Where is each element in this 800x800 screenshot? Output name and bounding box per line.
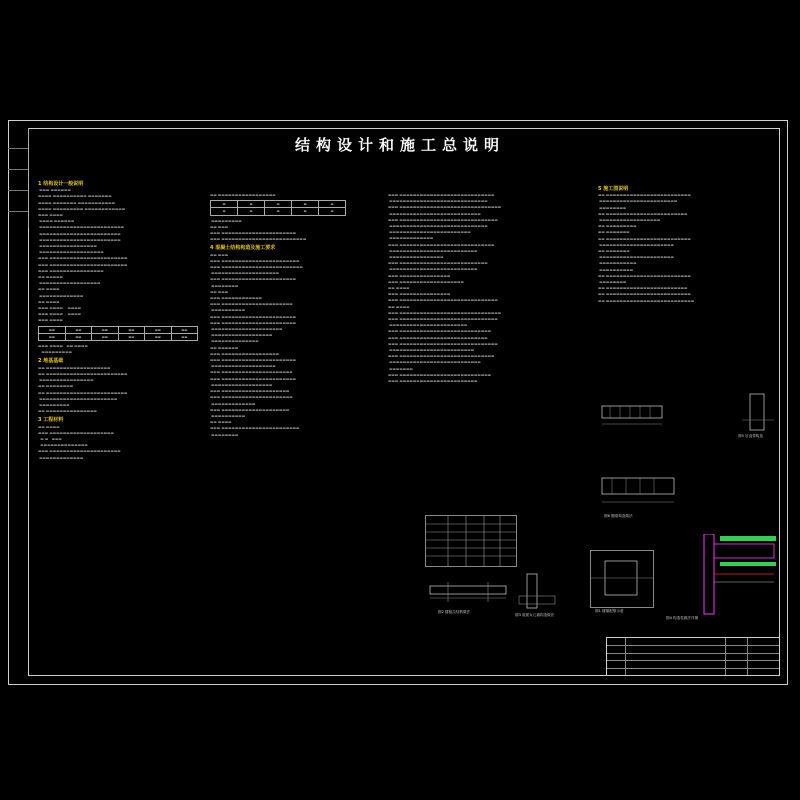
stair-drawing — [598, 398, 668, 436]
figure-caption: 图4 构造柱做法详图 — [666, 616, 699, 620]
figure-slab-tie — [428, 578, 508, 614]
column-1: 1 结构设计一般说明 ▬▬▬ ▬▬▬▬▬▬ ▬▬▬▬ ▬▬▬▬▬▬▬▬▬▬ ▬▬▬▬▬▬▬ ▬▬▬▬ ▬▬▬▬▬▬▬ ▬▬▬▬▬▬▬▬▬▬▬ ▬▬▬▬ ▬▬▬▬▬▬▬▬▬ ▬▬▬▬▬▬▬▬▬▬▬▬ ▬▬▬ ▬▬▬▬ ▬▬▬▬ ▬▬▬▬▬▬ ▬▬▬▬▬▬▬▬▬▬▬▬▬▬▬▬▬▬▬▬▬▬▬▬▬ ▬▬▬▬▬▬▬▬▬▬▬▬▬▬▬▬▬▬▬▬▬▬▬▬ ▬▬▬▬▬▬▬▬▬▬▬▬▬▬▬▬▬▬▬▬▬▬▬▬ ▬▬▬▬▬▬▬▬▬▬▬▬▬▬▬▬▬ ▬▬▬▬▬▬▬▬▬▬▬▬▬▬▬▬▬▬▬ ▬▬▬ ▬▬▬▬▬▬▬▬▬▬▬▬▬▬▬▬▬▬▬▬▬▬▬ ▬▬▬ ▬▬▬▬▬▬▬▬▬▬▬▬▬▬▬▬▬▬▬▬▬▬▬ ▬▬▬ ▬▬▬▬▬▬▬▬▬▬▬▬▬▬▬▬ ▬▬ ▬▬▬▬▬ ▬▬▬▬▬▬▬▬▬▬▬▬▬▬▬▬▬▬ ▬▬ ▬▬▬▬ ▬▬▬▬▬▬▬▬▬▬▬▬▬ ▬▬ ▬▬▬▬ ▬▬▬ ▬▬▬▬ ▬▬▬▬ ▬▬▬ ▬▬▬▬ ▬▬▬▬ ▬▬▬ ▬▬▬▬ ▬▬ ▬▬ ▬▬ ▬▬ ▬▬ ▬▬ ▬▬ ▬▬ ▬▬ ▬▬ ▬▬ ▬▬ ▬▬▬ ▬▬▬▬ ▬▬ ▬▬▬▬ ▬▬▬▬▬▬▬▬▬ 2 地基基础 ▬▬ ▬▬▬▬▬▬▬▬▬▬▬▬▬▬▬▬▬▬▬ ▬▬ ▬▬▬▬▬▬▬▬▬▬▬▬▬▬▬▬▬▬▬▬▬▬▬▬ ▬▬▬▬▬▬▬▬▬▬▬▬▬▬▬▬ ▬▬ ▬▬▬▬▬▬▬▬ ▬▬ ▬▬▬▬▬▬▬▬▬▬▬▬▬▬▬▬▬▬▬▬▬▬▬▬ ▬▬▬▬▬▬▬▬▬▬▬▬▬▬▬▬▬▬▬▬▬▬▬ ▬▬▬▬▬▬▬▬▬ ▬▬ ▬▬▬▬▬▬▬▬▬▬▬▬▬▬▬ 3 工程材料 ▬▬ ▬▬▬▬ ▬▬▬ ▬▬▬▬▬▬▬▬▬▬▬▬▬▬▬▬▬▬▬ ▬ ▬ ▬▬▬ ▬▬▬▬▬▬▬▬▬▬▬▬▬▬ ▬▬▬ ▬▬▬▬▬▬▬▬▬▬▬▬▬▬▬▬▬▬▬▬▬ ▬▬▬▬▬▬▬▬▬▬▬▬▬ — [38, 178, 198, 461]
rebar-table — [425, 515, 517, 567]
figure-post-cast-strip — [740, 390, 776, 440]
figure-caption: 图6 圈梁构造做法 — [604, 514, 633, 518]
post-cast-drawing — [740, 390, 776, 440]
column-detail-color-drawing — [680, 534, 776, 618]
rebar-table-grid — [426, 516, 516, 566]
section-heading-5: 5 施工图说明 — [598, 186, 629, 192]
figure-parapet — [515, 572, 560, 617]
figure-ring-beam — [598, 470, 678, 520]
load-table: ▬▬ ▬▬ ▬▬ ▬▬ ▬▬ ▬▬ ▬▬ ▬▬ ▬▬ ▬▬ ▬▬ ▬▬ — [38, 326, 198, 341]
column-detail-drawing — [591, 551, 653, 607]
figure-caption: 图2 楼板拉结筋做法 — [438, 610, 471, 614]
section-heading-2: 2 地基基础 — [38, 358, 64, 365]
parapet-drawing — [515, 572, 560, 612]
figure-column-detail-right — [666, 534, 776, 620]
section-heading-1: 1 结构设计一般说明 — [38, 181, 84, 187]
figure-caption: 图1 楼梯配筋示意 — [595, 609, 624, 613]
text-line: ▬▬▬ ▬▬▬▬▬▬ — [38, 188, 71, 193]
ring-beam-drawing — [598, 470, 678, 520]
figure-stair — [598, 398, 668, 436]
title-block — [606, 637, 780, 676]
slab-tie-drawing — [428, 578, 508, 608]
figure-caption: 图5 后浇带构造 — [738, 434, 763, 438]
column-3: ▬▬▬ ▬▬▬▬▬▬▬▬▬▬▬▬▬▬▬▬▬▬▬▬▬▬▬▬▬▬▬▬ ▬▬▬▬▬▬▬▬▬▬▬▬▬▬▬▬▬▬▬▬▬▬▬▬▬▬▬▬▬ ▬▬▬ ▬▬▬▬▬▬▬▬▬▬▬▬▬▬▬▬▬▬▬▬▬▬▬▬▬▬▬▬▬▬ ▬▬▬▬▬▬▬▬▬▬▬▬▬▬▬▬▬▬▬▬▬▬▬▬▬▬▬ ▬▬▬ ▬▬▬▬▬▬▬▬▬▬▬▬▬▬▬▬▬▬▬▬▬▬▬▬▬▬▬▬▬ ▬▬▬▬▬▬▬▬▬▬▬▬▬▬▬▬▬▬▬▬▬▬▬▬▬▬▬▬▬ ▬▬▬▬▬▬▬▬▬▬▬▬▬▬▬▬▬▬▬▬▬▬▬▬ ▬▬▬▬▬▬▬▬▬▬▬▬▬ ▬▬▬ ▬▬▬▬▬▬▬▬▬▬▬▬▬▬▬▬▬▬▬▬▬▬▬▬▬▬▬▬ ▬▬▬▬▬▬▬▬▬▬▬▬▬▬▬▬▬▬▬▬▬▬▬▬▬▬ ▬▬▬▬▬▬▬▬▬▬▬▬▬▬▬▬ ▬▬▬ ▬▬▬▬▬▬▬▬▬▬▬▬▬▬▬▬▬▬▬▬▬▬▬▬▬▬ ▬▬▬▬▬▬▬▬▬▬▬▬▬▬▬▬▬▬▬▬▬▬▬▬▬▬ ▬▬▬ ▬▬▬▬▬▬▬▬▬▬▬▬▬▬▬ ▬▬▬ ▬▬▬▬▬▬▬▬▬▬▬▬▬▬▬▬▬▬▬ ▬▬ ▬▬▬▬ ▬▬▬ ▬▬▬▬▬▬▬▬▬▬▬▬▬▬▬ ▬▬▬ ▬▬▬▬▬▬▬▬▬▬▬▬▬▬▬▬▬▬▬▬▬▬▬▬▬▬▬▬▬ ▬▬ ▬▬▬▬ ▬▬▬ ▬▬▬▬▬▬▬▬▬▬▬▬▬▬▬▬▬▬▬▬▬▬▬▬▬▬▬▬▬▬ ▬▬▬ ▬▬▬▬▬▬▬▬▬▬▬▬▬▬▬▬▬▬▬▬▬▬▬▬▬▬▬▬▬ ▬▬▬▬▬▬▬▬▬▬▬▬▬▬▬▬▬▬▬▬▬▬▬ ▬▬▬ ▬▬▬▬▬▬▬▬▬▬▬▬▬▬▬▬▬▬▬▬▬▬▬▬▬▬▬ ▬▬▬ ▬▬▬▬▬▬▬▬▬▬▬▬▬▬▬▬▬▬▬▬▬▬▬▬▬▬ ▬▬▬ ▬▬▬▬▬▬▬▬▬▬▬▬▬▬▬▬▬▬▬▬▬▬▬▬▬▬▬▬▬ ▬▬▬▬▬▬▬▬▬▬▬▬▬▬▬▬▬▬▬▬▬▬▬▬▬ ▬▬▬ ▬▬▬▬▬▬▬▬▬▬▬▬▬▬▬▬▬▬▬▬▬▬▬▬▬▬▬▬ ▬▬▬▬▬▬▬▬▬▬▬▬▬▬▬▬▬▬▬▬▬▬▬▬▬▬▬ ▬▬▬▬▬▬▬ ▬▬▬ ▬▬▬▬▬▬▬▬▬▬▬▬▬▬▬▬▬▬▬▬▬▬▬▬▬▬▬ ▬▬▬ ▬▬▬▬▬▬▬▬▬▬▬▬▬▬▬▬▬▬▬▬▬▬▬ — [388, 193, 502, 384]
section-heading-3: 3 工程材料 — [38, 417, 64, 424]
section-heading-4: 4 混凝土结构构造及施工要求 — [210, 245, 276, 252]
page-title: 结构设计和施工总说明 — [294, 136, 505, 154]
cover-table: ▬ ▬ ▬ ▬ ▬ ▬ ▬ ▬ ▬ ▬ — [210, 200, 346, 215]
figure-column-detail-left — [590, 550, 654, 613]
figure-caption: 图3 屋面女儿墙构造做法 — [515, 613, 555, 617]
column-4: 5 施工图说明 ▬▬ ▬▬▬▬▬▬▬▬▬▬▬▬▬▬▬▬▬▬▬▬▬▬▬▬▬ ▬▬▬▬▬▬▬▬▬▬▬▬▬▬▬▬▬▬▬▬▬▬▬ ▬▬▬▬▬▬▬▬ ▬▬ ▬▬▬▬▬▬▬▬▬▬▬▬▬▬▬▬▬▬▬▬▬▬▬▬ ▬▬▬▬▬▬▬▬▬▬▬▬▬▬▬▬▬▬ ▬▬ ▬▬▬▬▬▬▬▬▬ ▬▬ ▬▬▬▬▬▬▬ ▬▬ ▬▬▬▬▬▬▬▬▬▬▬▬▬▬▬▬▬▬▬▬▬▬▬▬▬ ▬▬▬▬▬▬▬▬▬▬▬▬▬▬▬▬▬▬▬▬▬▬ ▬▬ ▬▬▬▬▬▬▬ ▬▬▬▬▬▬▬▬▬▬▬▬▬▬▬▬▬▬▬▬▬▬ ▬▬▬▬▬▬▬▬▬▬▬ ▬▬▬▬▬▬▬▬▬▬ ▬▬ ▬▬▬▬▬▬▬▬▬▬▬▬▬▬▬▬▬▬▬▬▬▬▬▬▬ ▬▬▬▬▬▬▬▬ ▬▬ ▬▬▬▬▬▬▬▬▬▬▬▬▬▬▬▬▬▬▬▬▬▬▬▬ ▬▬ ▬▬▬▬▬▬▬▬▬▬▬▬▬▬▬▬▬▬▬▬▬▬▬▬▬ ▬▬ ▬▬▬▬▬▬▬▬▬▬▬▬▬▬▬▬▬▬▬▬▬▬▬▬▬▬ — [598, 183, 778, 304]
column-2: ▬▬ ▬▬▬▬▬▬▬▬▬▬▬▬▬▬▬▬▬ ▬ ▬ ▬ ▬ ▬ ▬ ▬ ▬ ▬ ▬ ▬▬▬▬▬▬▬▬▬ ▬▬ ▬▬▬ ▬▬▬ ▬▬▬▬▬▬▬▬▬▬▬▬▬▬▬▬▬▬▬▬▬▬ ▬▬▬ ▬▬▬▬▬▬▬▬▬▬▬▬▬▬▬▬▬▬▬▬▬▬▬▬▬ 4 混凝土结构构造及施工要求 ▬▬ ▬▬▬ ▬▬▬ ▬▬▬▬▬▬▬▬▬▬▬▬▬▬▬▬▬▬▬▬▬▬▬ ▬▬▬ ▬▬▬▬▬▬▬▬▬▬▬▬▬▬▬▬▬▬▬▬▬▬▬▬ ▬▬▬▬▬▬▬▬▬▬▬▬▬▬▬▬▬▬▬▬ ▬▬▬ ▬▬▬▬▬▬▬▬▬▬▬▬▬▬▬▬▬▬▬▬▬▬ ▬▬▬▬▬▬▬▬ ▬▬ ▬▬▬ ▬▬▬ ▬▬▬▬▬▬▬▬▬▬▬▬ ▬▬▬ ▬▬▬▬▬▬▬▬▬▬▬▬▬▬▬▬▬▬▬▬▬ ▬▬▬▬▬▬▬▬▬▬ ▬▬▬ ▬▬▬▬▬▬▬▬▬▬▬▬▬▬▬▬▬▬▬▬▬▬ ▬▬▬ ▬▬▬▬▬▬▬▬▬▬▬▬▬▬▬▬▬▬▬▬▬▬ ▬▬▬▬▬▬▬▬▬▬▬▬▬▬▬▬▬▬▬▬▬ ▬▬▬▬▬▬▬▬▬▬▬▬▬▬▬▬▬▬ ▬▬▬▬▬▬▬▬▬▬▬▬▬▬ ▬▬ ▬▬▬▬▬▬ ▬▬▬ ▬▬▬▬▬▬▬▬▬▬▬▬▬▬▬▬▬ ▬▬▬ ▬▬▬▬▬▬▬▬▬▬▬▬▬▬▬▬▬▬▬▬▬▬ ▬▬▬▬▬▬▬▬▬▬▬▬▬▬▬▬▬▬▬ ▬▬▬ ▬▬▬▬▬▬▬▬▬▬▬▬▬▬▬▬▬▬▬▬▬ ▬▬▬ ▬▬▬▬▬▬▬▬▬▬▬▬▬▬▬▬▬▬▬▬▬▬ ▬▬▬▬▬▬▬▬▬▬▬▬▬▬▬▬▬▬ ▬▬▬ ▬▬▬▬▬▬▬▬▬▬▬▬▬▬▬▬▬▬▬▬ ▬▬▬ ▬▬▬▬▬▬▬▬▬▬▬▬▬▬▬▬▬▬▬▬▬ ▬▬▬▬▬▬▬▬▬▬▬▬▬ ▬▬▬ ▬▬▬▬▬▬▬▬▬▬▬▬▬▬▬▬▬▬▬▬ ▬▬▬▬▬▬▬▬▬▬ ▬▬ ▬▬▬▬ ▬▬▬ ▬▬▬▬▬▬▬▬▬▬▬▬▬▬▬▬▬▬▬▬▬▬▬ ▬▬▬▬▬▬▬▬ — [210, 192, 380, 438]
